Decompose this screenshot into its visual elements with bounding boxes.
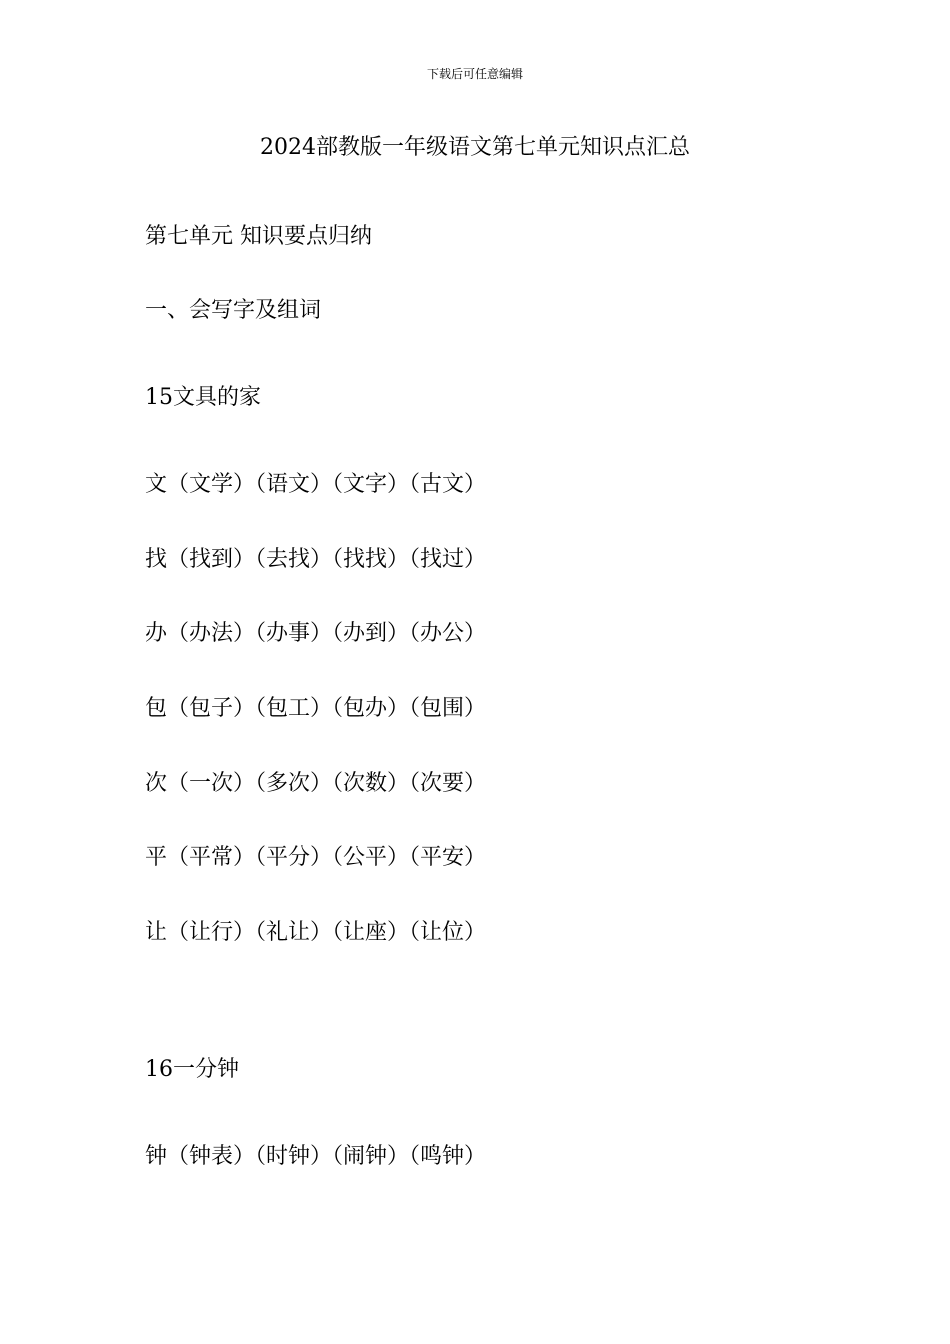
- document-title: 2024部教版一年级语文第七单元知识点汇总: [260, 135, 690, 160]
- lesson-16-heading: 16一分钟: [145, 1057, 239, 1082]
- word-row: 平（平常）（平分）（公平）（平安）: [145, 845, 487, 870]
- lesson-15-heading: 15文具的家: [145, 385, 261, 410]
- word-row: 让（让行）（礼让）（让座）（让位）: [145, 920, 487, 945]
- word-row: 钟（钟表）（时钟）（闹钟）（鸣钟）: [145, 1144, 487, 1169]
- word-row: 办（办法）（办事）（办到）（办公）: [145, 621, 487, 646]
- word-row: 包（包子）（包工）（包办）（包围）: [145, 696, 487, 721]
- word-row: 文（文学）（语文）（文字）（古文）: [145, 472, 487, 497]
- section-heading: 一、会写字及组词: [145, 298, 322, 323]
- unit-heading: 第七单元 知识要点归纳: [145, 224, 372, 249]
- word-row: 次（一次）（多次）（次数）（次要）: [145, 771, 487, 796]
- word-row: 找（找到）（去找）（找找）（找过）: [145, 547, 487, 572]
- header-note: 下载后可任意编辑: [426, 67, 523, 81]
